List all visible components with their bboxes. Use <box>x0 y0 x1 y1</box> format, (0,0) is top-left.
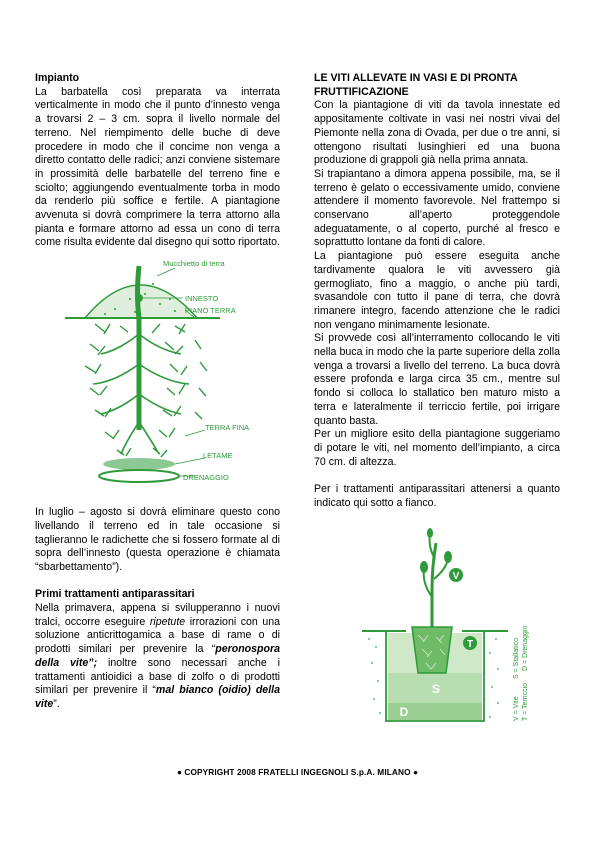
drainage-layer <box>99 470 179 482</box>
paragraph-4: Si provvede così all’interramento collocando le viti nella buca in modo che la parte superiore della zolla venga a trovarsi a livello del terreno. La buca dovrà essere profonda e larga circa 35 cm., mentre sul fondo si colloca lo stallatico ben maturo misto a terra e lateralmente il terriccio fertile, poi irrigare quanto basta. <box>314 332 560 427</box>
svg-text:S = Stallatico: S = Stallatico <box>513 638 520 680</box>
paragraph-6: Per i trattamenti antiparassitari attenersi a quanto indicato qui sotto a fianco. <box>314 483 560 509</box>
vine-cone-illustration <box>35 254 280 492</box>
label-letame: LETAME <box>203 451 233 461</box>
marker-d-label: D <box>399 705 409 720</box>
manure-layer <box>103 458 175 470</box>
svg-text:D = Drenaggio: D = Drenaggio <box>522 626 529 672</box>
label-piano-terra: PIANO TERRA <box>185 306 236 316</box>
pot-planting-illustration <box>314 523 560 731</box>
marker-v-label: V <box>452 571 460 583</box>
impianto-heading: Impianto <box>35 72 80 84</box>
soil-cone <box>85 285 197 318</box>
left-column <box>35 72 280 712</box>
figure-legend <box>513 626 529 721</box>
trattamenti-heading: Primi trattamenti antiparassitari <box>35 588 195 601</box>
trattamenti-paragraph: Nella primavera, appena si svilupperanno i nuovi tralci, occorre eseguire ripetute irrorazioni con una soluzione anticrittogamica a base di rame o di prodotti similari per prevenire la “peronospora della vite”; inoltre sono necessari anche i trattamenti antioidici a base di zolfo o di prodotti similari per prevenire il “mal bianco (oidio) della vite”. <box>35 602 280 710</box>
viti-vasi-heading: LE VITI ALLEVATE IN VASI E DI PRONTA FRUTTIFICAZIONE <box>314 72 518 98</box>
luglio-paragraph: In luglio – agosto si dovrà eliminare questo cono livellando il terreno ed in tale occasione si taglieranno le radichette che si fossero formate al di sopra dell’innesto (questa operazione è chiamata “sbarbettamento”). <box>35 506 280 573</box>
svg-text:V = Vite: V = Vite <box>513 696 520 722</box>
label-drenaggio: DRENAGGIO <box>183 473 229 483</box>
label-terra-fina: TERRA FINA <box>205 423 250 433</box>
paragraph-2: Si trapiantano a dimora appena possibile, ma, se il terreno è gelato o eccessivamente umido, conviene attendere il momento favorevole. Nel frattempo si conservano all’aperto proteggendole adeguatamente, o al coperto, purché al fresco e soprattutto lontane da fonti di calore. <box>314 167 560 249</box>
impianto-paragraph: La barbatella così preparata va interrata verticalmente in modo che il punto d’innesto venga a trovarsi 2 – 3 cm. sopra il livello normale del terreno. Nel riempimento delle buche di deve procedere in modo che il concime non venga a diretto contatto delle radici; anzi conviene sistemare in prossimità delle barbatelle del terreno fine e sciolto; aggiungendo eventualmente torba in modo da renderlo più soffice e fertile. A piantagione avvenuta si dovrà comprimere la terra attorno alla pianta e formare attorno ad essa un cono di terra come risulta evidente dal disegno qui sotto riportato. <box>35 85 280 249</box>
label-innesto: INNESTO <box>185 294 219 304</box>
paragraph-1: Con la piantagione di viti da tavola innestate ed appositamente coltivate in vasi nei nostri vivai del Piemonte nella zona di Ovada, per due o tre anni, si ottengono risultati lusinghieri ed una buona produzione di grappoli già nella prima annata. <box>314 99 560 167</box>
svg-text:T = Terriccio: T = Terriccio <box>522 683 529 722</box>
paragraph-3: La piantagione può essere eseguita anche tardivamente qualora le viti avvessero già germogliato, fino a maggio, o anche più tardi, svasandole con tutto il pane di terra, che dovrà rimanere integro, facendo attenzione che le radici non vengano minimamente lesionate. <box>314 250 560 331</box>
marker-s-label: S <box>431 682 441 697</box>
right-column <box>314 72 560 731</box>
graft-point <box>135 294 143 302</box>
label-mucchietto: Mucchietto di terra <box>163 259 225 269</box>
root-ball <box>412 627 452 673</box>
copyright-footer: ● COPYRIGHT 2008 FRATELLI INGEGNOLI S.p.A. MILANO ● <box>176 767 419 777</box>
marker-t-label: T <box>466 639 474 651</box>
paragraph-5: Per un migliore esito della piantagione suggeriamo di potare le viti, nel momento dell’impianto, a circa 70 cm. di altezza. <box>314 428 560 468</box>
vine-trunk <box>138 266 140 430</box>
